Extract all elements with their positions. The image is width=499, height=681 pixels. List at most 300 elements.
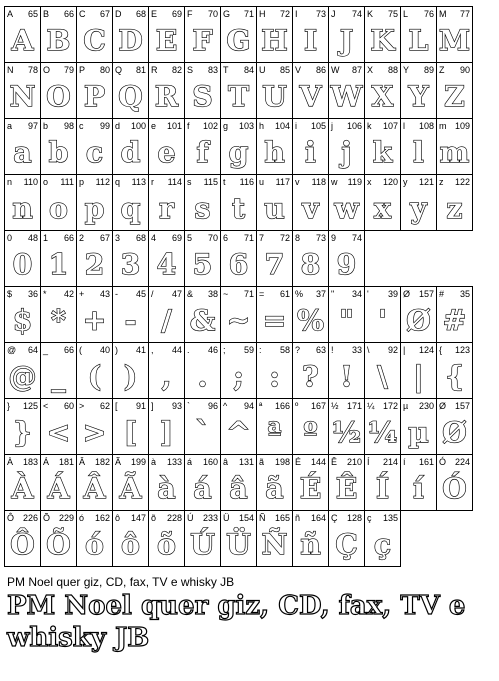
glyph-sample: 5 xyxy=(192,248,213,281)
glyph-cell xyxy=(76,230,112,286)
glyph-sample: à xyxy=(157,472,176,505)
glyph-cell xyxy=(76,118,112,174)
glyph-label xyxy=(7,120,38,132)
glyph-sample: 8 xyxy=(300,248,321,281)
glyph-label xyxy=(367,8,398,20)
glyph-char-label: X xyxy=(367,65,374,75)
glyph-code: 92 xyxy=(387,345,398,355)
glyph-char-label: - xyxy=(115,289,118,299)
glyph-char-label: ã xyxy=(259,457,265,467)
glyph-char-label: F xyxy=(187,9,193,19)
glyph-cell xyxy=(112,454,148,510)
glyph-code: 230 xyxy=(418,401,434,411)
glyph-sample: I xyxy=(303,24,318,57)
glyph-char-label: ! xyxy=(331,345,334,355)
glyph-char-label: s xyxy=(187,177,192,187)
glyph-code: 117 xyxy=(275,177,290,187)
glyph-label xyxy=(115,64,146,76)
glyph-cell xyxy=(256,6,292,62)
glyph-cell xyxy=(328,118,364,174)
glyph-char-label: j xyxy=(331,121,333,131)
glyph-sample: L xyxy=(408,24,429,57)
glyph-char-label: H xyxy=(259,9,266,19)
glyph-code: 162 xyxy=(94,513,110,523)
glyph-sample: Ô xyxy=(10,528,35,561)
glyph-code: 105 xyxy=(310,121,326,131)
glyph-code: 72 xyxy=(279,233,290,243)
glyph-cell xyxy=(184,510,220,567)
glyph-label xyxy=(115,344,146,356)
glyph-label xyxy=(151,8,182,20)
glyph-code: 94 xyxy=(243,401,254,411)
glyph-cell xyxy=(256,398,292,454)
glyph-cell xyxy=(256,62,292,118)
glyph-cell xyxy=(40,286,76,342)
glyph-char-label: | xyxy=(403,345,406,355)
glyph-char-label: E xyxy=(151,9,158,19)
glyph-char-label: } xyxy=(7,401,11,411)
glyph-label xyxy=(223,64,254,76)
glyph-sample: ( xyxy=(87,360,102,393)
glyph-char-label: À xyxy=(7,457,14,467)
glyph-code: 42 xyxy=(63,289,74,299)
glyph-char-label: 5 xyxy=(187,233,193,243)
glyph-code: 147 xyxy=(130,513,146,523)
glyph-label xyxy=(295,512,326,524)
glyph-sample: Ç xyxy=(335,528,358,561)
glyph-code: 226 xyxy=(22,513,38,523)
glyph-sample: [ xyxy=(123,416,138,449)
glyph-char-label: S xyxy=(187,65,194,75)
glyph-sample: n xyxy=(12,192,33,225)
glyph-code: 44 xyxy=(171,345,182,355)
glyph-sample: k xyxy=(372,136,393,169)
glyph-code: 60 xyxy=(63,401,74,411)
glyph-cell xyxy=(4,342,40,398)
glyph-label xyxy=(43,344,74,356)
glyph-label xyxy=(43,512,74,524)
glyph-label xyxy=(223,344,254,356)
glyph-code: 154 xyxy=(238,513,254,523)
glyph-code: 69 xyxy=(171,233,182,243)
glyph-cell xyxy=(148,286,184,342)
glyph-label xyxy=(403,176,434,188)
glyph-label xyxy=(187,64,218,76)
glyph-sample: ã xyxy=(265,472,284,505)
glyph-char-label: e xyxy=(151,121,157,131)
glyph-sample: # xyxy=(442,304,467,337)
glyph-cell xyxy=(76,62,112,118)
glyph-cell xyxy=(436,454,473,511)
glyph-cell xyxy=(4,118,40,174)
glyph-sample: S xyxy=(192,80,213,113)
glyph-code: 113 xyxy=(131,177,146,187)
glyph-label xyxy=(7,400,38,412)
glyph-cell xyxy=(436,118,473,174)
glyph-char-label: : xyxy=(259,345,262,355)
glyph-sample: ` xyxy=(195,416,210,449)
glyph-code: 89 xyxy=(423,65,434,75)
glyph-code: 41 xyxy=(135,345,146,355)
glyph-sample: Ó xyxy=(442,472,467,505)
glyph-code: 108 xyxy=(418,121,434,131)
glyph-cell xyxy=(292,286,328,342)
glyph-char-label: Ô xyxy=(7,513,15,523)
glyph-label xyxy=(403,288,434,300)
glyph-sample: 6 xyxy=(228,248,249,281)
glyph-char-label: k xyxy=(367,121,372,131)
glyph-cell xyxy=(76,6,112,62)
glyph-label xyxy=(331,400,362,412)
glyph-sample: ñ xyxy=(300,528,321,561)
glyph-label xyxy=(7,8,38,20)
glyph-label xyxy=(79,456,110,468)
glyph-cell xyxy=(112,398,148,454)
glyph-label xyxy=(331,456,362,468)
glyph-cell xyxy=(4,286,40,342)
glyph-cell xyxy=(364,398,400,454)
glyph-code: 66 xyxy=(63,345,74,355)
glyph-label xyxy=(367,456,398,468)
glyph-code: 65 xyxy=(27,9,38,19)
glyph-sample: X xyxy=(371,80,394,113)
character-map-grid xyxy=(4,6,495,567)
glyph-label xyxy=(403,344,434,356)
glyph-cell xyxy=(4,510,40,567)
glyph-label xyxy=(43,176,74,188)
glyph-label xyxy=(367,176,398,188)
glyph-sample: 7 xyxy=(264,248,285,281)
glyph-code: 37 xyxy=(315,289,326,299)
glyph-char-label: 1 xyxy=(43,233,49,243)
glyph-code: 112 xyxy=(95,177,110,187)
glyph-cell xyxy=(4,6,40,62)
glyph-code: 85 xyxy=(279,65,290,75)
glyph-code: 103 xyxy=(238,121,254,131)
glyph-code: 210 xyxy=(346,457,362,467)
glyph-sample: e xyxy=(157,136,176,169)
glyph-cell xyxy=(328,62,364,118)
glyph-code: 119 xyxy=(347,177,362,187)
sample-text-small: PM Noel quer giz, CD, fax, TV e whisky JB xyxy=(7,575,235,589)
glyph-char-label: ? xyxy=(295,345,301,355)
glyph-cell xyxy=(148,398,184,454)
glyph-sample: N xyxy=(9,80,36,113)
glyph-label xyxy=(439,456,470,468)
glyph-char-label: % xyxy=(295,289,304,299)
glyph-char-label: d xyxy=(115,121,121,131)
glyph-label xyxy=(439,176,470,188)
glyph-sample: v xyxy=(302,192,319,225)
glyph-sample: M xyxy=(439,24,470,57)
glyph-char-label: 0 xyxy=(7,233,13,243)
glyph-cell xyxy=(292,398,328,454)
glyph-code: 165 xyxy=(274,513,290,523)
glyph-code: 74 xyxy=(351,9,362,19)
glyph-code: 160 xyxy=(202,457,218,467)
glyph-code: 59 xyxy=(243,345,254,355)
glyph-char-label: G xyxy=(223,9,231,19)
glyph-code: 111 xyxy=(60,177,74,187)
glyph-char-label: K xyxy=(367,9,374,19)
glyph-code: 93 xyxy=(171,401,182,411)
glyph-code: 124 xyxy=(418,345,434,355)
glyph-cell xyxy=(364,174,400,231)
glyph-code: 66 xyxy=(63,233,74,243)
glyph-sample: ? xyxy=(302,360,319,393)
glyph-char-label: [ xyxy=(115,401,118,411)
glyph-code: 73 xyxy=(315,9,326,19)
glyph-code: 100 xyxy=(130,121,146,131)
glyph-char-label: 8 xyxy=(295,233,301,243)
glyph-code: 71 xyxy=(243,9,254,19)
glyph-label xyxy=(403,120,434,132)
glyph-code: 39 xyxy=(387,289,398,299)
glyph-sample: % xyxy=(297,304,324,337)
glyph-code: 102 xyxy=(202,121,218,131)
glyph-cell xyxy=(112,118,148,174)
glyph-code: 83 xyxy=(207,65,218,75)
glyph-char-label: . xyxy=(187,345,190,355)
glyph-label xyxy=(151,456,182,468)
glyph-sample: Ø xyxy=(406,304,431,337)
glyph-char-label: i xyxy=(295,121,297,131)
glyph-sample: m xyxy=(439,136,470,169)
glyph-code: 98 xyxy=(63,121,74,131)
glyph-label xyxy=(223,288,254,300)
glyph-code: 110 xyxy=(23,177,38,187)
glyph-label xyxy=(223,456,254,468)
glyph-sample: ~ xyxy=(226,304,251,337)
glyph-sample: A xyxy=(11,24,34,57)
glyph-sample: g xyxy=(228,136,249,169)
glyph-sample: U xyxy=(262,80,287,113)
glyph-cell xyxy=(184,454,220,510)
glyph-char-label: W xyxy=(331,65,340,75)
glyph-label xyxy=(115,176,146,188)
glyph-sample: " xyxy=(339,304,354,337)
glyph-cell xyxy=(4,230,40,286)
glyph-cell xyxy=(184,174,220,230)
glyph-sample: z xyxy=(446,192,463,225)
glyph-char-label: " xyxy=(331,289,335,299)
glyph-cell xyxy=(40,6,76,62)
glyph-code: 82 xyxy=(171,65,182,75)
glyph-char-label: 9 xyxy=(331,233,337,243)
glyph-sample: ó xyxy=(85,528,104,561)
glyph-cell xyxy=(112,286,148,342)
glyph-char-label: \ xyxy=(367,345,370,355)
glyph-char-label: â xyxy=(223,457,229,467)
glyph-cell xyxy=(148,118,184,174)
glyph-cell xyxy=(256,510,292,567)
glyph-sample: F xyxy=(192,24,213,57)
glyph-label xyxy=(151,344,182,356)
glyph-label xyxy=(187,344,218,356)
glyph-code: 104 xyxy=(274,121,290,131)
glyph-code: 45 xyxy=(135,289,146,299)
glyph-label xyxy=(187,232,218,244)
glyph-code: 76 xyxy=(423,9,434,19)
glyph-label xyxy=(43,120,74,132)
glyph-cell xyxy=(40,510,76,567)
glyph-cell xyxy=(220,6,256,62)
glyph-cell xyxy=(328,286,364,342)
glyph-sample: õ xyxy=(157,528,176,561)
glyph-sample: W xyxy=(330,80,363,113)
glyph-cell xyxy=(256,454,292,510)
glyph-cell xyxy=(148,174,184,230)
glyph-cell xyxy=(220,174,256,230)
glyph-sample: ! xyxy=(340,360,353,393)
glyph-char-label: P xyxy=(79,65,86,75)
glyph-char-label: à xyxy=(151,457,157,467)
glyph-cell xyxy=(256,118,292,174)
glyph-code: 80 xyxy=(99,65,110,75)
glyph-sample: ^ xyxy=(226,416,251,449)
glyph-label xyxy=(367,400,398,412)
glyph-code: 35 xyxy=(459,289,470,299)
glyph-label xyxy=(367,288,398,300)
glyph-label xyxy=(331,288,362,300)
glyph-label xyxy=(259,8,290,20)
glyph-cell xyxy=(400,174,436,231)
glyph-cell xyxy=(328,230,365,286)
glyph-cell xyxy=(400,62,436,118)
glyph-code: 63 xyxy=(315,345,326,355)
glyph-code: 107 xyxy=(382,121,398,131)
glyph-label xyxy=(439,344,470,356)
glyph-code: 79 xyxy=(63,65,74,75)
glyph-sample: } xyxy=(13,416,32,449)
glyph-label xyxy=(331,232,362,244)
glyph-sample: c xyxy=(85,136,104,169)
glyph-sample: 4 xyxy=(156,248,177,281)
glyph-cell xyxy=(112,510,148,567)
glyph-code: 233 xyxy=(202,513,218,523)
glyph-code: 183 xyxy=(22,457,38,467)
glyph-sample: | xyxy=(413,360,424,393)
glyph-char-label: U xyxy=(259,65,266,75)
glyph-cell xyxy=(400,286,436,342)
glyph-char-label: ó xyxy=(79,513,85,523)
glyph-sample: D xyxy=(118,24,143,57)
glyph-cell xyxy=(292,174,328,230)
glyph-label xyxy=(259,400,290,412)
glyph-sample: : xyxy=(269,360,280,393)
glyph-char-label: ( xyxy=(79,345,82,355)
glyph-label xyxy=(7,456,38,468)
glyph-sample: 1 xyxy=(48,248,69,281)
glyph-sample: , xyxy=(161,360,172,393)
glyph-label xyxy=(259,232,290,244)
glyph-sample: / xyxy=(161,304,172,337)
glyph-cell xyxy=(40,230,76,286)
glyph-sample: p xyxy=(84,192,105,225)
glyph-label xyxy=(259,64,290,76)
glyph-sample: + xyxy=(82,304,107,337)
glyph-sample: Ø xyxy=(442,416,467,449)
glyph-char-label: ' xyxy=(367,289,369,299)
glyph-char-label: Â xyxy=(79,457,86,467)
glyph-sample: ] xyxy=(159,416,174,449)
glyph-char-label: n xyxy=(7,177,13,187)
glyph-sample: T xyxy=(228,80,249,113)
glyph-sample: u xyxy=(264,192,285,225)
glyph-label xyxy=(187,120,218,132)
glyph-code: 73 xyxy=(315,233,326,243)
glyph-label xyxy=(7,344,38,356)
glyph-code: 167 xyxy=(310,401,326,411)
glyph-code: 164 xyxy=(310,513,326,523)
glyph-label xyxy=(367,344,398,356)
glyph-sample: Ã xyxy=(119,472,142,505)
glyph-cell xyxy=(4,454,40,510)
glyph-cell xyxy=(220,286,256,342)
glyph-code: 101 xyxy=(166,121,182,131)
glyph-code: 171 xyxy=(346,401,362,411)
glyph-sample: & xyxy=(189,304,216,337)
glyph-label xyxy=(187,8,218,20)
glyph-cell xyxy=(184,62,220,118)
glyph-char-label: < xyxy=(43,401,49,411)
glyph-sample: o xyxy=(49,192,68,225)
glyph-sample: ç xyxy=(373,528,392,561)
glyph-code: 120 xyxy=(382,177,398,187)
glyph-code: 214 xyxy=(382,457,398,467)
glyph-cell xyxy=(112,62,148,118)
glyph-code: 43 xyxy=(99,289,110,299)
glyph-cell xyxy=(364,62,400,118)
glyph-label xyxy=(439,288,470,300)
glyph-label xyxy=(79,344,110,356)
glyph-cell xyxy=(148,454,184,510)
glyph-label xyxy=(187,288,218,300)
glyph-label xyxy=(295,288,326,300)
glyph-label xyxy=(187,456,218,468)
glyph-label xyxy=(115,400,146,412)
glyph-sample: Õ xyxy=(46,528,71,561)
glyph-char-label: v xyxy=(295,177,300,187)
glyph-sample: $ xyxy=(12,304,33,337)
glyph-cell xyxy=(436,174,473,231)
glyph-cell xyxy=(400,6,436,62)
glyph-cell xyxy=(40,62,76,118)
glyph-label xyxy=(115,8,146,20)
glyph-code: 77 xyxy=(459,9,470,19)
glyph-label xyxy=(331,64,362,76)
glyph-cell xyxy=(328,398,364,454)
glyph-cell xyxy=(112,230,148,286)
glyph-label xyxy=(259,120,290,132)
glyph-code: 97 xyxy=(27,121,38,131)
glyph-char-label: ¼ xyxy=(367,401,375,411)
glyph-label xyxy=(331,176,362,188)
glyph-label xyxy=(43,8,74,20)
glyph-char-label: { xyxy=(439,345,443,355)
glyph-cell xyxy=(148,230,184,286)
glyph-char-label: 3 xyxy=(115,233,121,243)
glyph-label xyxy=(439,8,470,20)
glyph-sample: Y xyxy=(408,80,429,113)
glyph-code: 144 xyxy=(310,457,326,467)
glyph-code: 46 xyxy=(207,345,218,355)
glyph-sample: y xyxy=(410,192,427,225)
glyph-char-label: I xyxy=(295,9,298,19)
glyph-code: 75 xyxy=(387,9,398,19)
glyph-char-label: J xyxy=(331,9,336,19)
glyph-label xyxy=(7,288,38,300)
